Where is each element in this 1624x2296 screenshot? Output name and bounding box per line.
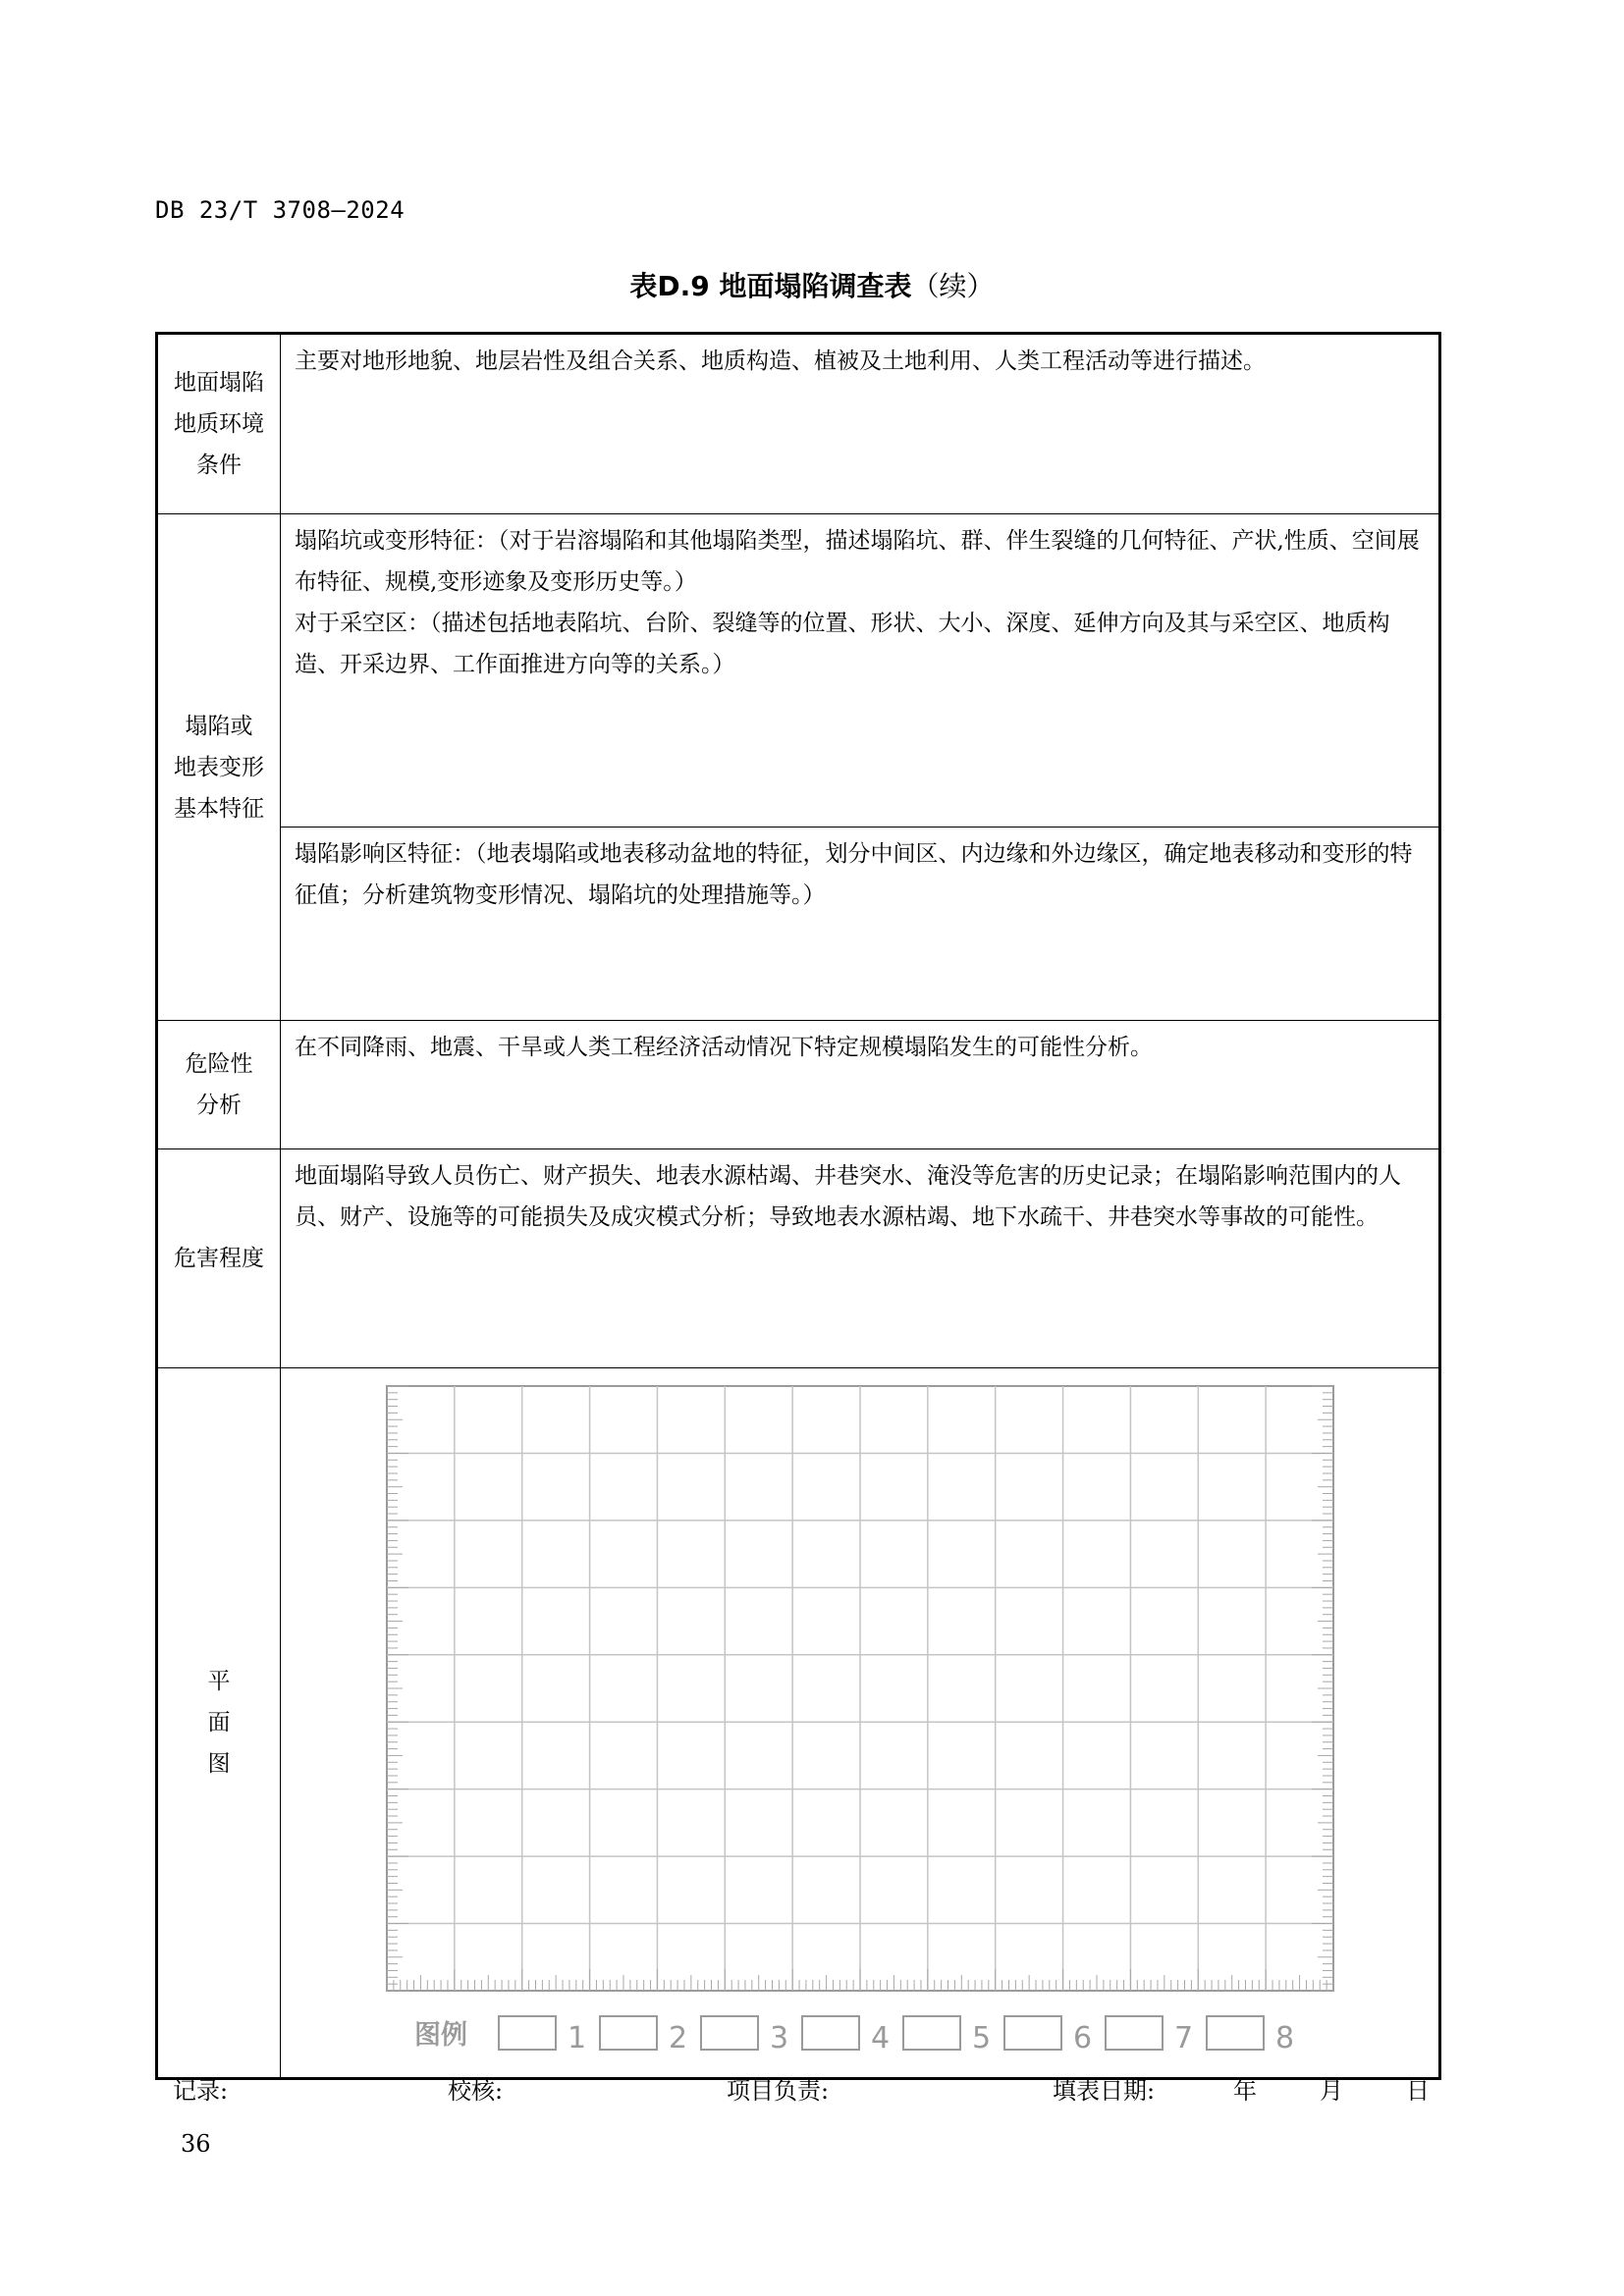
label-risk-analysis: 危险性 分析	[157, 1021, 281, 1149]
content-geological-environment: 主要对地形地貌、地层岩性及组合关系、地质构造、植被及土地利用、人类工程活动等进行描述。	[281, 334, 1440, 514]
content-risk-analysis: 在不同降雨、地震、干旱或人类工程经济活动情况下特定规模塌陷发生的可能性分析。	[281, 1021, 1440, 1149]
legend-number: 7	[1174, 2021, 1194, 2056]
legend-box	[1106, 2016, 1163, 2050]
footer-year: 年	[1233, 2077, 1257, 2105]
row-risk-analysis	[157, 1021, 1440, 1149]
label-harm-degree: 危害程度	[157, 1149, 281, 1368]
legend-number: 5	[972, 2021, 992, 2056]
legend-box	[600, 2016, 657, 2050]
legend-box	[802, 2016, 859, 2050]
content-pit-features	[281, 514, 1440, 828]
legend-number: 8	[1275, 2021, 1295, 2056]
legend-box	[903, 2016, 960, 2050]
table-title	[0, 265, 1624, 304]
legend-box	[1207, 2016, 1264, 2050]
row-collapse-features	[157, 514, 1440, 828]
legend-label: 图例	[414, 2020, 467, 2051]
footer-month: 月	[1320, 2077, 1343, 2105]
survey-table	[155, 332, 1441, 2080]
table-title-suffix: （续）	[911, 270, 995, 302]
label-plan-view: 平 面 图	[157, 1368, 281, 2079]
footer-day: 日	[1406, 2077, 1430, 2105]
content-influence-zone: 塌陷影响区特征：（地表塌陷或地表移动盆地的特征，划分中间区、内边缘和外边缘区，确定地表移动和变形的特征值；分析建筑物变形情况、塌陷坑的处理措施等。）	[281, 828, 1440, 1021]
legend-number: 6	[1073, 2021, 1093, 2056]
footer-check: 校核:	[448, 2077, 504, 2105]
table-title-main: 表D.9 地面塌陷调查表	[629, 270, 912, 302]
legend-box	[701, 2016, 758, 2050]
content-harm-degree: 地面塌陷导致人员伤亡、财产损失、地表水源枯竭、井巷突水、淹没等危害的历史记录；在塌陷影响范围内的人员、财产、设施等的可能损失及成灾模式分析；导致地表水源枯竭、地下水疏干、井巷突水等事故的可能性。	[281, 1149, 1440, 1368]
text-goaf-features: 对于采空区：（描述包括地表陷坑、台阶、裂缝等的位置、形状、大小、深度、延伸方向及其与采空区、地质构造、开采边界、工作面推进方向等的关系。）	[295, 611, 1390, 677]
row-plan-view	[157, 1368, 1440, 2079]
legend-number: 2	[669, 2021, 688, 2056]
footer-project: 项目负责:	[727, 2077, 830, 2105]
row-influence-zone	[157, 828, 1440, 1021]
plan-grid	[387, 1386, 1333, 1991]
row-geological-environment	[157, 334, 1440, 514]
footer-date: 填表日期:	[1053, 2077, 1156, 2105]
plan-grid-drawing	[281, 1368, 1439, 2077]
legend-number: 4	[871, 2021, 891, 2056]
standard-code: DB 23/T 3708—2024	[155, 196, 406, 224]
label-collapse-features: 塌陷或 地表变形 基本特征	[157, 514, 281, 1021]
plan-legend	[414, 2016, 1294, 2056]
footer-record: 记录:	[173, 2077, 229, 2105]
plan-view-cell	[281, 1368, 1440, 2079]
legend-box	[499, 2016, 556, 2050]
text-pit-features: 塌陷坑或变形特征：（对于岩溶塌陷和其他塌陷类型，描述塌陷坑、群、伴生裂缝的几何特征、产状,性质、空间展布特征、规模,变形迹象及变形历史等。）	[295, 528, 1420, 595]
legend-number: 3	[770, 2021, 789, 2056]
label-geological-environment: 地面塌陷 地质环境 条件	[157, 334, 281, 514]
legend-number: 1	[568, 2021, 587, 2056]
plan-view-area	[281, 1368, 1438, 2077]
row-harm-degree	[157, 1149, 1440, 1368]
legend-box	[1004, 2016, 1061, 2050]
page-number: 36	[181, 2130, 211, 2158]
